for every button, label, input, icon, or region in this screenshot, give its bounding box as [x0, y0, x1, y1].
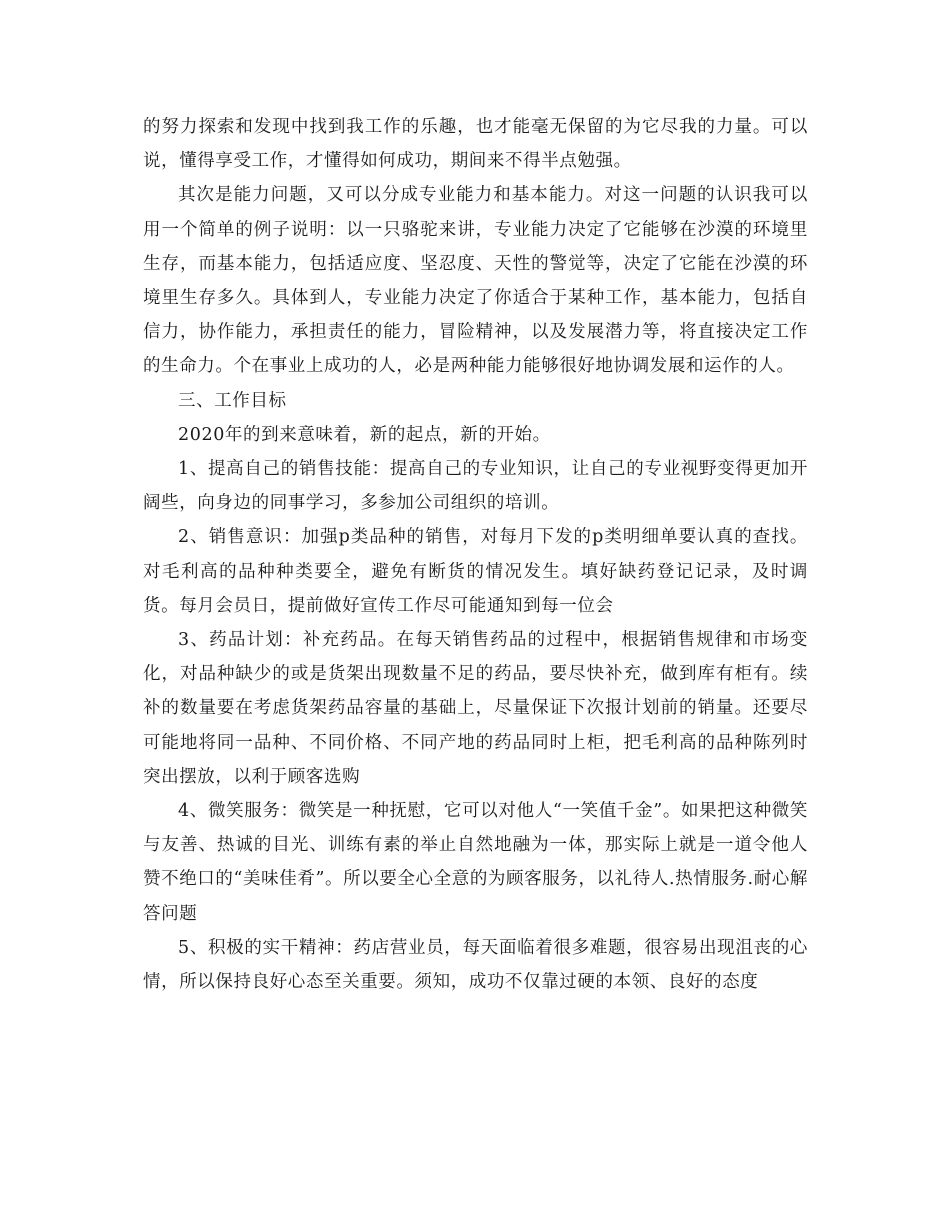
list-item-4: 4、微笑服务：微笑是一种抚慰，它可以对他人“一笑值千金”。如果把这种微笑与友善、热诚的目光、训练有素的举止自然地融为一体，那实际上就是一道令他人赞不绝口的“美味佳肴”。所以要全心全意的为顾客服务，以礼待人.热情服务.耐心解答问题	[143, 801, 808, 924]
section-heading-work-goals: 三、工作目标	[178, 390, 287, 411]
paragraph-1: 的努力探索和发现中找到我工作的乐趣，也才能毫无保留的为它尽我的力量。可以说，懂得享受工作，才懂得如何成功，期间来不得半点勉强。	[143, 117, 808, 172]
paragraph-3: 2020年的到来意味着，新的起点，新的开始。	[178, 424, 551, 445]
paragraph-2: 其次是能力问题，又可以分成专业能力和基本能力。对这一问题的认识我可以用一个简单的例子说明：以一只骆驼来讲，专业能力决定了它能够在沙漠的环境里生存，而基本能力，包括适应度、坚忍度、天性的警觉等，决定了它能在沙漠的环境里生存多久。具体到人，专业能力决定了你适合于某种工作，基本能力，包括自信力，协作能力，承担责任的能力，冒险精神，以及发展潜力等，将直接决定工作的生命力。个在事业上成功的人，必是两种能力能够很好地协调发展和运作的人。	[143, 185, 808, 377]
list-item-3: 3、药品计划：补充药品。在每天销售药品的过程中，根据销售规律和市场变化，对品种缺少的或是货架出现数量不足的药品，要尽快补充，做到库有柜有。续补的数量要在考虑货架药品容量的基础上，尽量保证下次报计划前的销量。还要尽可能地将同一品种、不同价格、不同产地的药品同时上柜，把毛利高的品种陈列时突出摆放，以利于顾客选购	[143, 630, 808, 787]
list-item-2: 2、销售意识：加强p类品种的销售，对每月下发的p类明细单要认真的查找。对毛利高的品种种类要全，避免有断货的情况发生。填好缺药登记记录，及时调货。每月会员日，提前做好宣传工作尽可能通知到每一位会	[143, 527, 808, 616]
list-item-5: 5、积极的实干精神：药店营业员，每天面临着很多难题，很容易出现沮丧的心情，所以保持良好心态至关重要。须知，成功不仅靠过硬的本领、良好的态度	[143, 937, 808, 993]
document-body	[143, 110, 808, 999]
list-item-1: 1、提高自己的销售技能：提高自己的专业知识，让自己的专业视野变得更加开阔些，向身边的同事学习，多参加公司组织的培训。	[143, 459, 808, 514]
